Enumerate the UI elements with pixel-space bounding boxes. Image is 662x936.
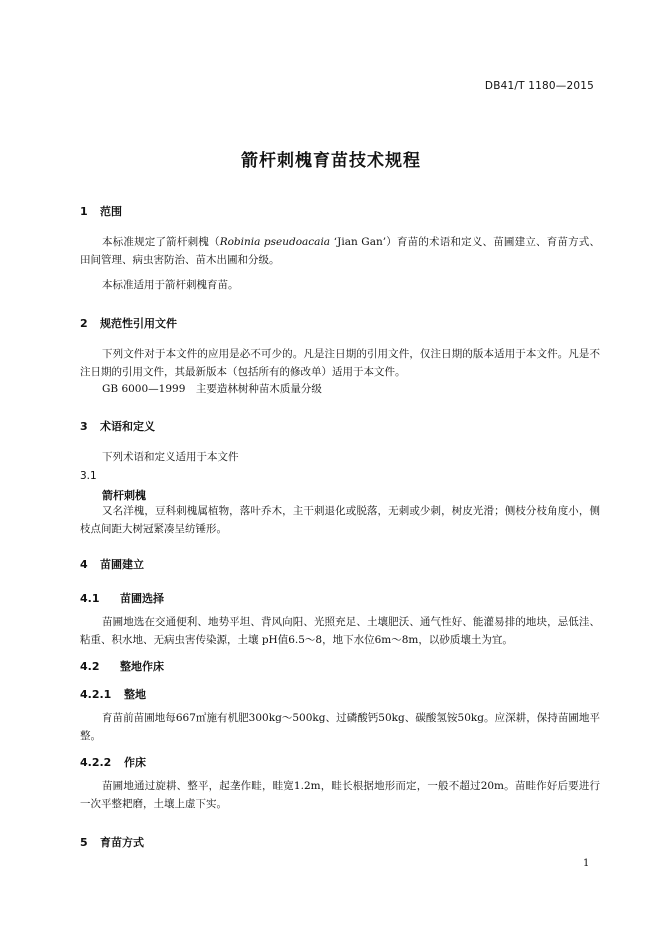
section-4-heading [80,556,144,572]
subsection-title: 整地 [124,688,146,701]
section-4-2-2-heading [80,754,146,770]
scope-text-post: ‘Jian Gan’）育苗的术语和定义、苗圃建立、育苗方式、田间管理、病虫害防治、苗木出圃和分级。 [80,236,601,266]
section-title: 范围 [100,205,122,218]
section-3-heading [80,418,155,434]
normative-paragraph: 下列文件对于本文件的应用是必不可少的。凡是注日期的引用文件，仅注日期的版本适用于本文件。凡是不注日期的引用文件，其最新版本（包括所有的修改单）适用于本文件。 [80,348,600,378]
section-1-heading [80,203,122,219]
section-number: 4 [80,558,88,571]
subsection-title: 作床 [124,756,146,769]
document-title: 箭杆刺槐育苗技术规程 [241,151,421,171]
normative-reference: GB 6000—1999 主要造林树种苗木质量分级 [102,383,322,395]
scope-text-pre: 本标准规定了箭杆刺槐（ [102,236,220,248]
bed-making-text: 苗圃地通过旋耕、整平，起垄作畦，畦宽1.2m，畦长根据地形而定，一般不超过20m。苗畦作好后要进行一次平整耙磨，土壤上虚下实。 [80,780,600,810]
latin-name: Robinia pseudoacaia [219,236,331,248]
section-title: 术语和定义 [100,420,155,433]
nursery-selection-text: 苗圃地选在交通便利、地势平坦、背风向阳、光照充足、土壤肥沃、通气性好、能灌易排的地块，忌低洼、粘重、积水地、无病虫害传染源，土壤 pH值6.5～8，地下水位6m～8m，以砂质壤土为宜。 [80,616,600,646]
standard-code: DB41/T 1180—2015 [484,80,594,92]
section-number: 2 [80,317,88,330]
scope-paragraph-1 [80,233,600,269]
term-number: 3.1 [80,470,97,482]
term-definition: 又名洋槐，豆科刺槐属植物，落叶乔木，主干刺退化或脱落，无刺或少刺，树皮光滑；侧枝分枝角度小，侧枝点间距大树冠紧凑呈纺锤形。 [80,505,600,535]
section-title: 苗圃建立 [100,558,144,571]
subsection-number: 4.2 [80,660,100,673]
land-preparation-text: 育苗前苗圃地每667㎡施有机肥300kg～500kg、过磷酸钙50kg、碳酸氢铵50kg。应深耕，保持苗圃地平整。 [80,712,600,742]
section-5-heading [80,834,144,850]
section-number: 3 [80,420,88,433]
section-number: 5 [80,836,88,849]
section-title: 规范性引用文件 [100,317,177,330]
page-number: 1 [583,858,590,869]
subsection-number: 4.2.1 [80,688,112,701]
subsection-number: 4.2.2 [80,756,112,769]
section-2-heading [80,315,177,331]
section-title: 育苗方式 [100,836,144,849]
subsection-number: 4.1 [80,592,100,605]
terms-intro: 下列术语和定义适用于本文件 [102,451,239,463]
subsection-title: 苗圃选择 [120,592,164,605]
subsection-title: 整地作床 [120,660,164,673]
section-number: 1 [80,205,88,218]
section-4-2-heading [80,658,164,674]
section-4-2-1-heading [80,686,146,702]
scope-paragraph-2: 本标准适用于箭杆刺槐育苗。 [102,279,239,291]
term-name: 箭杆刺槐 [102,489,146,502]
section-4-1-heading [80,590,164,606]
